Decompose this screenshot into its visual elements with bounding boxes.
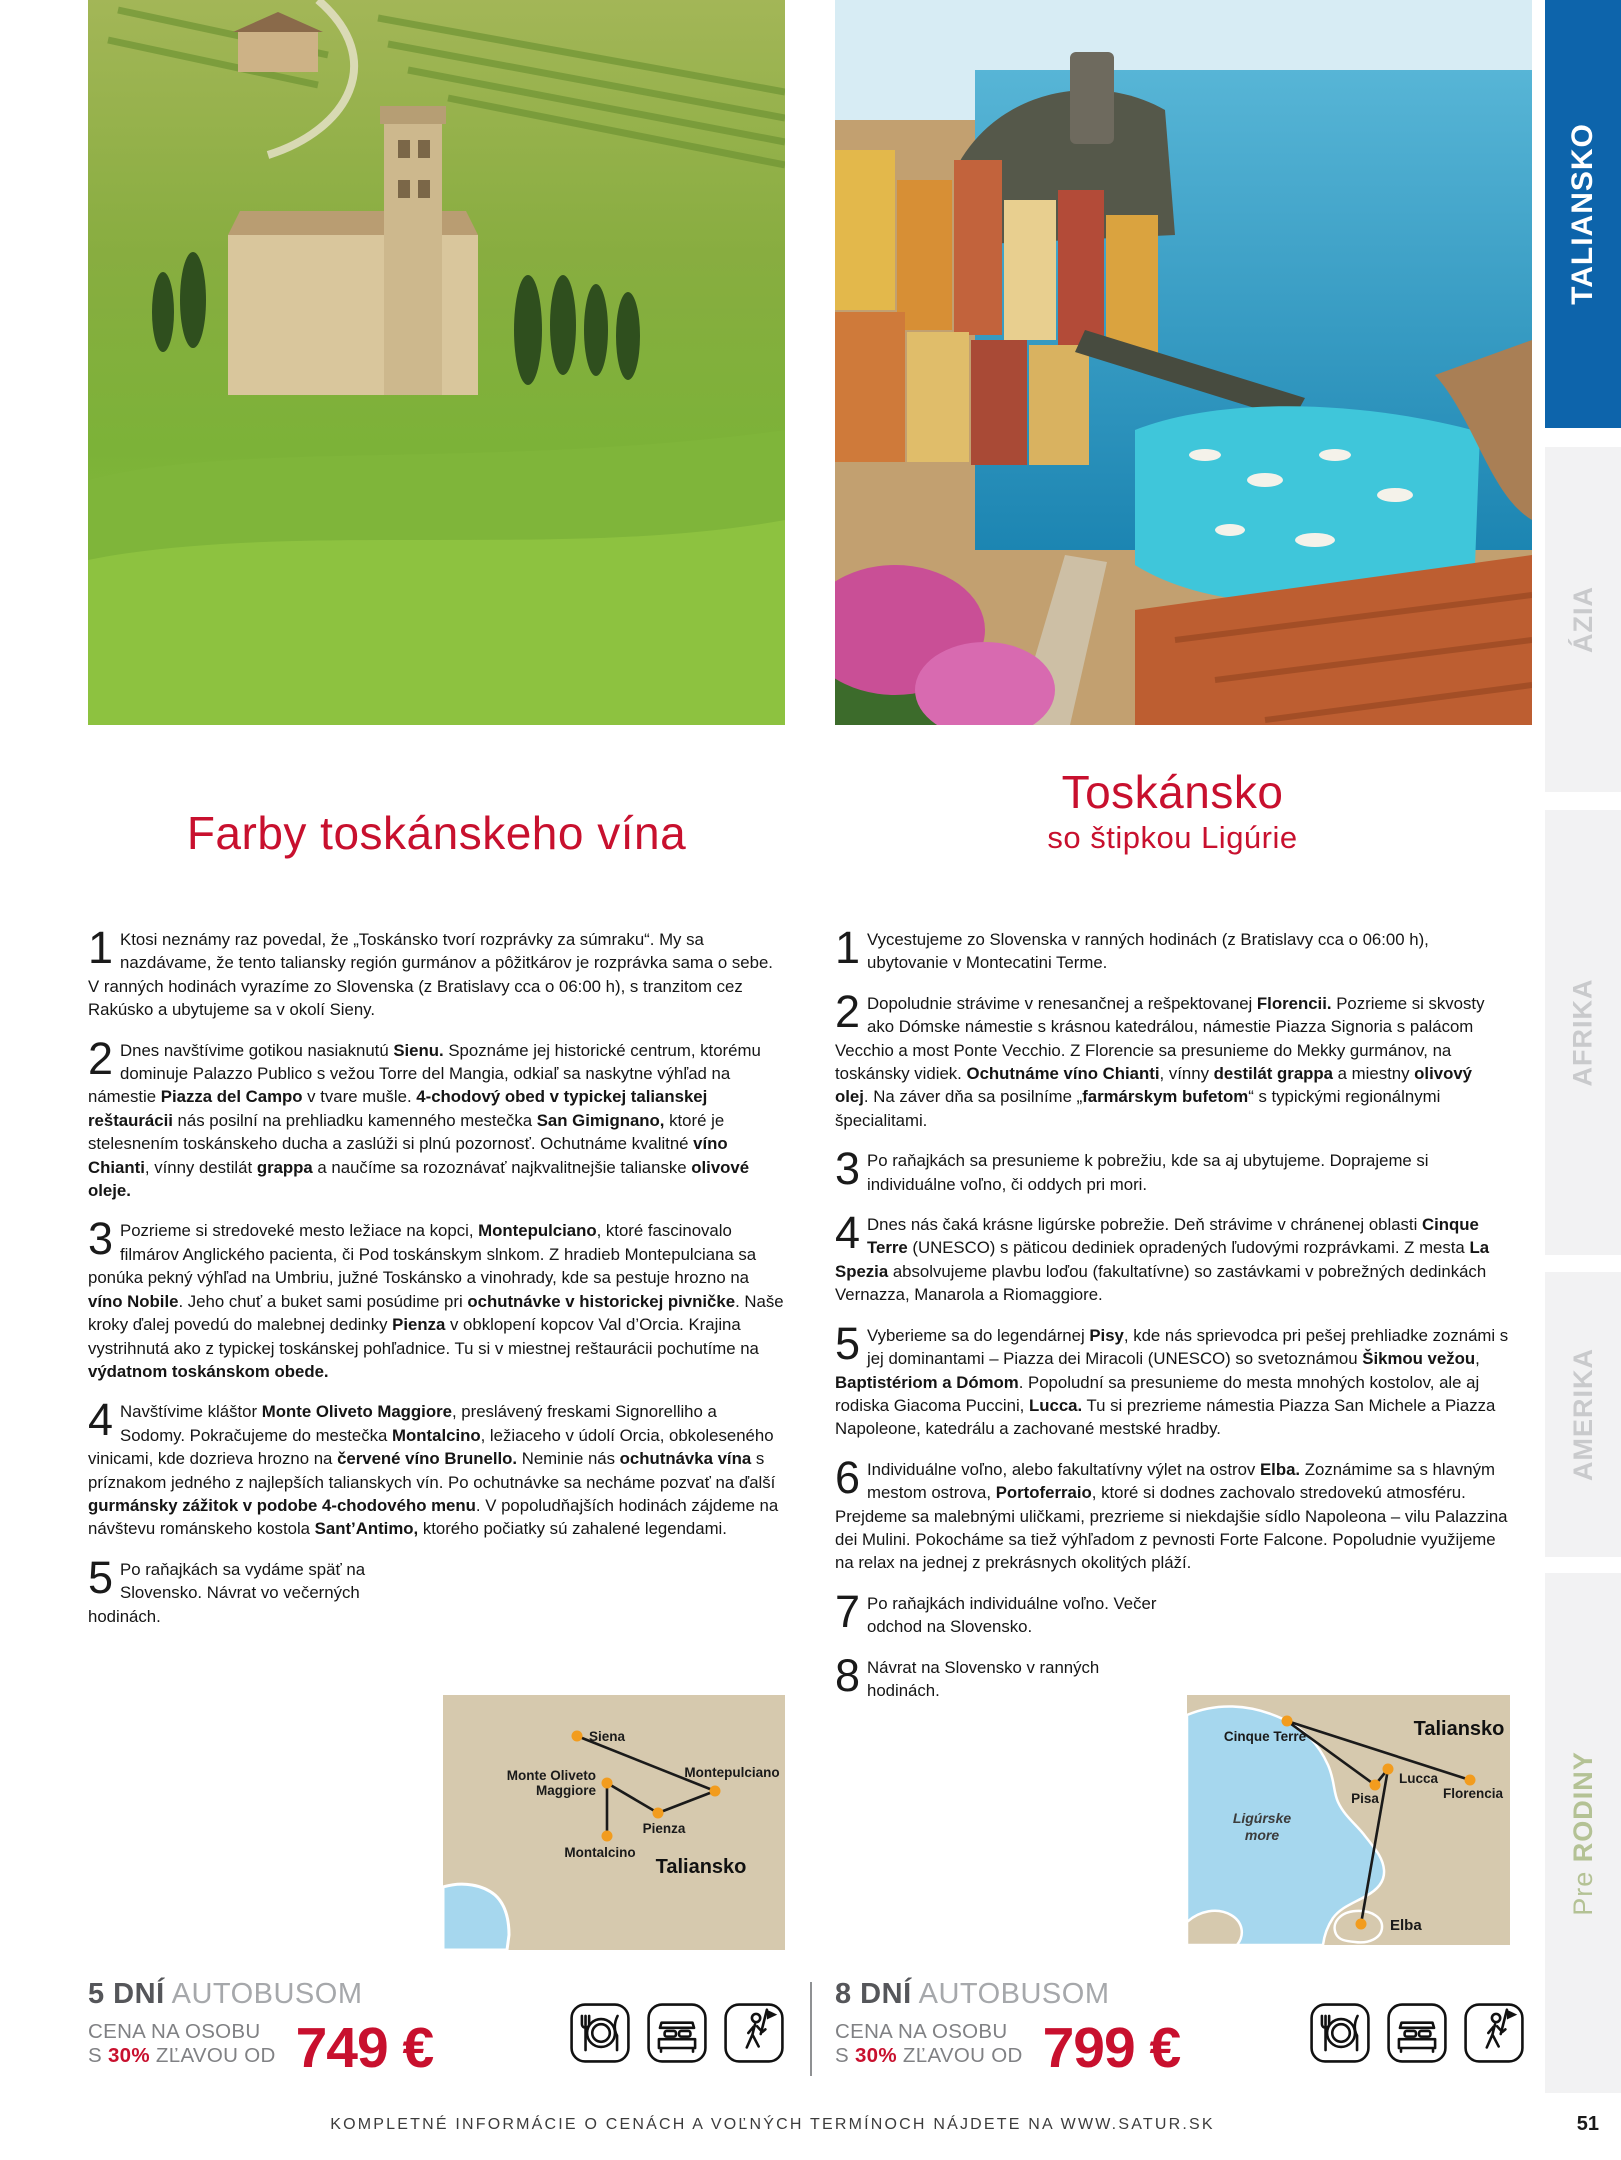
map-city-dot <box>710 1786 721 1797</box>
sidebar-label: AMERIKA <box>1567 1348 1598 1481</box>
day-number: 4 <box>88 1394 114 1446</box>
itinerary-day: 1 Ktosi neznámy raz povedal, že „Toskánsko tvorí rozprávky za súmraku“. My sa nazdávame, že tento taliansky región gurmánov a pôžitkárov je rozprávka sama o sebe. V ranných hodinách vyrazíme zo Slovenska (z Bratislavy cca o 06:00 h), s tranzitom cez Rakúsko a ubytujeme sa v okolí Sieny. <box>88 922 773 1020</box>
bed-icon <box>646 2002 708 2064</box>
itinerary-day: 4 Navštívime kláštor Monte Oliveto Maggiore, preslávený freskami Signorelliho a Sodomy. Pokračujeme do mestečka Montalcino, ležiaceho v údolí Orcia, obkoleseného vinicami, kde dozrieva hrozno na červené víno Brunello. Neminie nás ochutnávka vína s príznakom jedného z najlepších talianskych vín. Po ochutnávke sa necháme pozvať na ďalší gurmánsky zážitok v podobe 4-chodového menu. V popoludňajších hodinách zájdeme na návštevu románskeho kostola Sant’Antimo, ktorého počiatky sú zahalené legendami. <box>88 1394 779 1539</box>
duration-days: 5 DNÍ <box>88 1978 165 2010</box>
cinque-terre-photo <box>835 0 1532 725</box>
duration-mode: AUTOBUSOM <box>918 1978 1110 2010</box>
route-line <box>577 1736 715 1791</box>
duration-mode: AUTOBUSOM <box>171 1978 363 2010</box>
sidebar-label: ÁZIA <box>1567 586 1598 653</box>
discount-badge: 30% <box>854 2044 897 2067</box>
column-divider <box>810 1982 812 2076</box>
map-city-dot <box>1370 1780 1381 1791</box>
map-city-label: Montepulciano <box>684 1765 780 1780</box>
guide-icon <box>1463 2002 1525 2064</box>
route-line <box>607 1783 658 1813</box>
day-number: 7 <box>835 1585 861 1637</box>
farmhouse <box>238 30 318 72</box>
itinerary-day: 2 Dnes navštívime gotikou nasiaknutú Sienu. Spoznáme jej historické centrum, ktorému dominuje Palazzo Publico s vežou Torre del Mangia, odkiaľ sa naskytne výhľad na námestie Piazza del Campo v tvare mušle. 4-chodový obed v typickej talianskej reštaurácii nás posilní na prehliadku kamenného mestečka San Gimignano, ktoré je stelesnením toskánskeho ducha a zaslúži si plnú pozornosť. Ochutnáme kvalitné víno Chianti, vínny destilát grappa a naučíme sa rozoznávať najkvalitnejšie talianske olivové oleje. <box>88 1032 761 1201</box>
itinerary-day: 6 Individuálne voľno, alebo fakultatívny výlet na ostrov Elba. Zoznámime sa s hlavným mestom ostrova, Portoferraio, ktoré si dodnes zachovalo stredovekú atmosféru. Prejdeme sa malebnými uličkami, prezrieme si niekdajšie sídlo Napoleona – vilu Palazzina dei Mulini. Pokocháme sa tiež výhľadom z pevnosti Forte Falcone. Popoludnie využijeme na relax na jednej z prekrásnych okolitých pláží. <box>835 1451 1508 1573</box>
map-city-label: Pisa <box>1351 1791 1379 1806</box>
footer-note: KOMPLETNÉ INFORMÁCIE O CENÁCH A VOĽNÝCH TERMÍNOCH NÁJDETE NA WWW.SATUR.SK <box>330 2116 1215 2133</box>
guide-icon <box>723 2002 785 2064</box>
sidebar-label: AFRIKA <box>1567 978 1598 1087</box>
sidebar-item-taliansko <box>1545 0 1621 428</box>
meal-icon <box>569 2002 631 2064</box>
left-route-map <box>443 1695 785 1950</box>
map-city-label: Pienza <box>642 1821 686 1836</box>
itinerary-day: 4 Dnes nás čaká krásne ligúrske pobrežie. Deň strávime v chránenej oblasti Cinque Terre (UNESCO) s päticou dediniek opradených ľudovými rozprávkami. Z mesta La Spezia absolvujeme plavbu loďou (fakultatívne) so zastávkami v pobrežných dedinkách Vernazza, Manarola a Riomaggiore. <box>835 1207 1490 1305</box>
day-number: 1 <box>88 922 114 973</box>
discount-badge: 30% <box>107 2044 150 2067</box>
map-city-dot <box>1383 1764 1394 1775</box>
map-country-label: Taliansko <box>655 1856 747 1878</box>
sidebar-label: TALIANSKO <box>1566 123 1600 305</box>
itinerary-day: 3 Pozrieme si stredoveké mesto ležiace na kopci, Montepulciano, ktoré fascinovalo filmárov Anglického pacienta, či Pod toskánskym slnkom. Z hradieb Montepulciana sa ponúka pekný výhľad na Umbriu, južné Toskánsko a vinohrady, kde sa pestuje hrozno na víno Nobile. Jeho chuť a buket sami posúdime pri ochutnávke v historickej pivničke. Naše kroky ďalej povedú do malebnej dedinky Pienza v obklopení kopcov Val d’Orcia. Krajina vystrihnutá ako z typickej toskánskej pohľadnice. Tu si v miestnej reštaurácii pochutíme na výdatnom toskánskom obede. <box>88 1213 784 1381</box>
right-tour-subtitle: so štipkou Ligúrie <box>1047 820 1298 855</box>
price-label: CENA NA OSOBU S 30% ZĽAVOU OD <box>88 2020 276 2067</box>
right-tour-title-main: Toskánsko <box>1061 766 1284 818</box>
amenity-icons <box>569 2002 785 2064</box>
itinerary-day: 2 Dopoludnie strávime v renesančnej a rešpektovanej Florencii. Pozrieme si skvosty ako Dómske námestie s krásnou katedrálou, námestie Piazza Signoria s palácom Vecchio a most Ponte Vecchio. Z Florencie sa presunieme do Mekky gurmánov, na toskánsky vidiek. Ochutnáme víno Chianti, vínny destilát grappa a miestny olivový olej. Na záver dňa sa posilníme „farmárskym bufetom“ s typickými regionálnymi špecialitami. <box>835 985 1485 1130</box>
price-value: 799 € <box>1042 2016 1181 2080</box>
map-city-dot <box>602 1831 613 1842</box>
day-number: 3 <box>835 1143 861 1195</box>
bed-icon <box>1386 2002 1448 2064</box>
foreground-meadow <box>88 520 785 725</box>
map-city-label: Cinque Terre <box>1223 1729 1307 1744</box>
meal-icon <box>1309 2002 1371 2064</box>
right-route-map <box>1187 1695 1510 1945</box>
day-number: 1 <box>835 922 861 973</box>
map-city-label: Montalcino <box>564 1845 636 1860</box>
day-number: 3 <box>88 1213 114 1265</box>
itinerary-day: 1 Vycestujeme zo Slovenska v ranných hodinách (z Bratislavy cca o 06:00 h), ubytovanie v Montecatini Terme. <box>835 922 1429 973</box>
left-tour-title: Farby toskánskeho vína <box>186 807 687 859</box>
map-city-label: Florencia <box>1442 1786 1504 1801</box>
day-number: 5 <box>88 1551 114 1603</box>
sidebar-item-afrika <box>1545 810 1621 1255</box>
sea-shape <box>443 1884 509 1950</box>
right-itinerary <box>835 922 1510 1719</box>
tuscany-route-map <box>443 1695 785 1950</box>
peninsula-shape <box>1187 1911 1242 1945</box>
day-number: 5 <box>835 1317 861 1369</box>
map-city-label: Lucca <box>1399 1771 1439 1786</box>
abbey-tower-top <box>380 106 446 124</box>
map-city-dot <box>572 1731 583 1742</box>
tuscany-photo-illustration <box>88 0 785 725</box>
itinerary-day: 3 Po raňajkách sa presunieme k pobrežiu, kde sa aj ubytujeme. Doprajeme si individuálne voľno, či oddych pri mori. <box>835 1143 1429 1195</box>
map-city-label: Siena <box>589 1729 626 1744</box>
price-label: CENA NA OSOBU S 30% ZĽAVOU OD <box>835 2020 1023 2067</box>
itinerary-day: 5 Vyberieme sa do legendárnej Pisy, kde nás sprievodca pri pešej prehliadke zoznámi s jej dominantami – Piazza dei Miracoli (UNESCO) so svetoznámou Šikmou vežou, Baptistériom a Dómom. Popoludní sa presunieme do mesta mnohých kostolov, ale aj rodiska Giacoma Puccini, Lucca. Tu si prezrieme námestia Piazza San Michele a Piazza Napoleone, katedrálu a zachované mestské hradby. <box>835 1317 1509 1439</box>
map-city-dot <box>1356 1919 1367 1930</box>
itinerary-day: 8 Návrat na Slovensko v ranných hodinách. <box>835 1649 1100 1701</box>
tuscany-abbey-photo <box>88 0 785 725</box>
left-price-section <box>88 1978 785 2080</box>
sidebar-item-azia <box>1545 447 1621 792</box>
map-city-label: Monte Oliveto Maggiore <box>506 1768 596 1798</box>
page-number: 51 <box>1576 2113 1599 2135</box>
day-number: 2 <box>835 985 861 1037</box>
amenity-icons <box>1309 2002 1525 2064</box>
day-number: 4 <box>835 1207 861 1259</box>
liguria-route-map <box>1187 1695 1510 1945</box>
itinerary-day: 7 Po raňajkách individuálne voľno. Večer odchod na Slovensko. <box>835 1585 1157 1637</box>
map-city-dot <box>1282 1716 1293 1727</box>
day-number: 8 <box>835 1649 861 1701</box>
day-number: 2 <box>88 1032 114 1084</box>
duration-days: 8 DNÍ <box>835 1978 912 2010</box>
itinerary-day: 5 Po raňajkách sa vydáme späť na Slovensko. Návrat vo večerných hodinách. <box>88 1551 366 1626</box>
map-city-dot <box>1465 1775 1476 1786</box>
sidebar-item-amerika <box>1545 1272 1621 1557</box>
map-city-label: Elba <box>1390 1917 1422 1934</box>
map-sea-label: Ligúrske more <box>1232 1810 1292 1843</box>
sidebar-item-pre-rodiny <box>1545 1573 1621 2093</box>
map-city-dot <box>602 1778 613 1789</box>
castle-tower <box>1070 52 1114 144</box>
price-value: 749 € <box>295 2016 434 2080</box>
map-country-label: Taliansko <box>1413 1718 1505 1740</box>
day-number: 6 <box>835 1451 861 1503</box>
sidebar-label: Pre RODINY <box>1567 1750 1598 1916</box>
abbey-tower <box>384 120 442 395</box>
right-tour-title <box>835 766 1510 858</box>
left-itinerary <box>88 922 785 1645</box>
route-line <box>658 1791 715 1813</box>
right-price-section <box>835 1978 1525 2080</box>
map-city-dot <box>653 1808 664 1819</box>
coast-photo-illustration <box>835 0 1532 725</box>
